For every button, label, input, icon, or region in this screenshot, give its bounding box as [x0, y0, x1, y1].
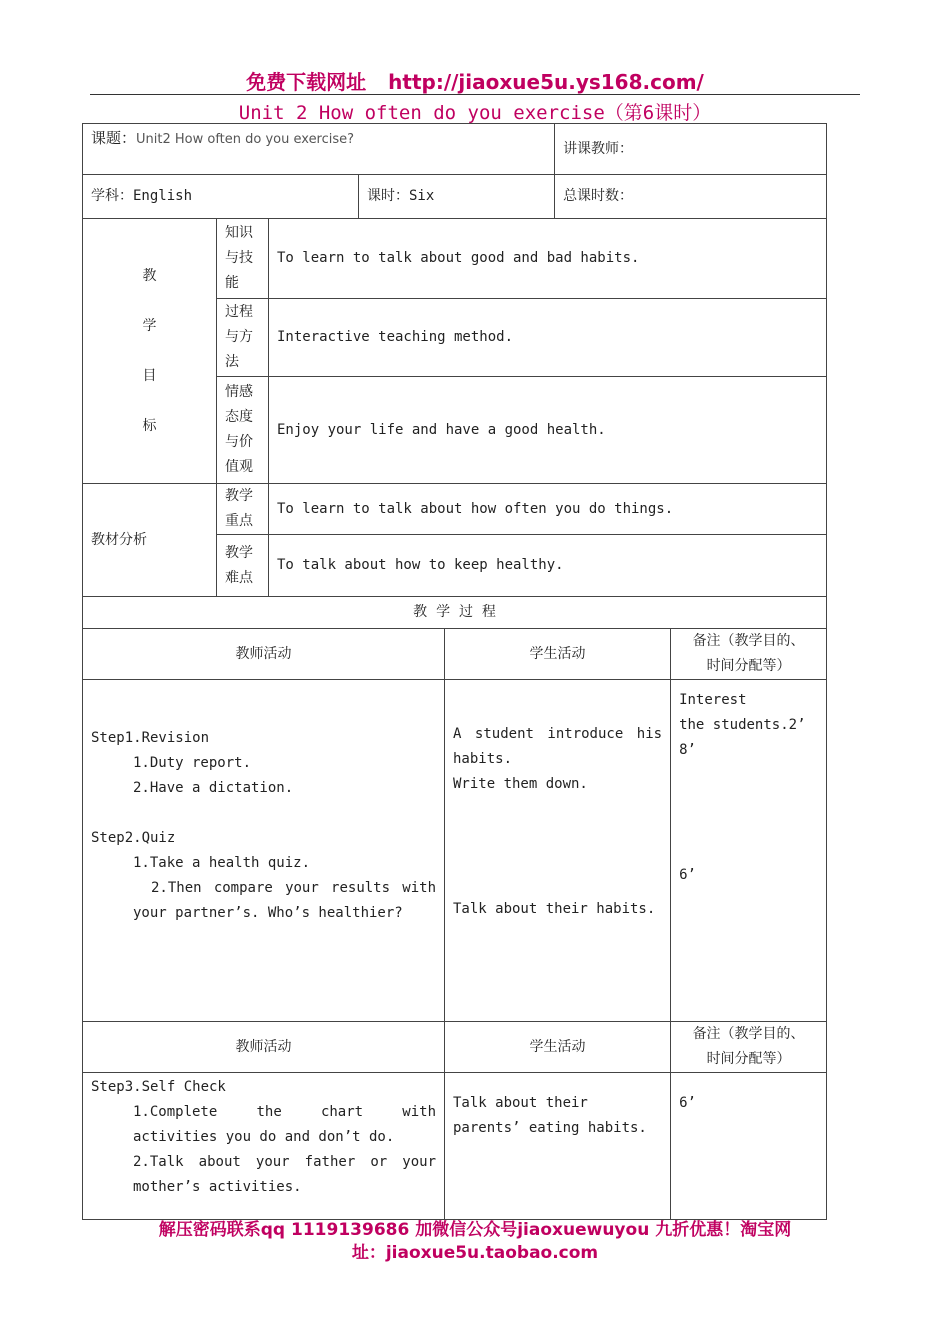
label-line: 与价 [225, 434, 253, 450]
student-line: habits. [453, 751, 513, 767]
student-activity-2 [445, 1073, 671, 1220]
objective-label-emotion [217, 377, 269, 484]
col-notes [671, 1022, 827, 1073]
step-item: your partner’s. Who’s healthier? [133, 905, 403, 921]
step-item: 2.Talk about your father or your [133, 1154, 436, 1170]
col-teacher-activity: 教师活动 [83, 1022, 445, 1073]
objective-text-knowledge: To learn to talk about good and bad habits. [269, 219, 827, 299]
student-line: Talk about their [453, 1095, 588, 1111]
note-line: the students.2’ [679, 717, 806, 733]
process-block-2 [83, 1073, 827, 1220]
label-line: 教学 [225, 544, 253, 561]
student-line: Write them down. [453, 776, 588, 792]
col-student-activity: 学生活动 [445, 629, 671, 680]
process-title-row [83, 597, 827, 629]
objectives-label-char: 标 [142, 418, 157, 434]
analysis-label-key [217, 484, 269, 535]
footer-line-1: 解压密码联系qq 1119139686 加微信公众号jiaoxuewuyou 九折优惠！淘宝网 [158, 1220, 792, 1240]
col-notes [671, 629, 827, 680]
spacer [679, 763, 818, 863]
objective-row-knowledge [83, 219, 827, 299]
period-cell [359, 175, 555, 219]
step-heading: Step1.Revision [91, 730, 210, 746]
label-line: 情感 [225, 384, 253, 400]
site-label: 免费下载网址 [246, 70, 367, 94]
topic-label: 课题： [91, 129, 137, 147]
step-heading: Step2.Quiz [91, 830, 176, 846]
teacher-label: 讲课教师： [563, 140, 634, 157]
note-line: 6’ [679, 867, 696, 883]
period-label: 课时： [367, 188, 409, 204]
objectives-label-char: 教 [142, 268, 157, 284]
notes-1 [671, 680, 827, 1022]
note-line: 6’ [679, 1095, 696, 1111]
col-teacher-activity: 教师活动 [83, 629, 445, 680]
total-label: 总课时数： [563, 188, 634, 204]
period-value: Six [409, 188, 435, 204]
objective-label-process [217, 299, 269, 377]
subject-label: 学科： [91, 188, 133, 204]
col-student-activity: 学生活动 [445, 1022, 671, 1073]
header-rule [90, 94, 860, 95]
analysis-row-key [83, 484, 827, 535]
label-line: 教学 [225, 488, 253, 504]
objective-label-knowledge [217, 219, 269, 299]
subject-cell [83, 175, 359, 219]
label-line: 法 [225, 354, 239, 370]
note-line: 8’ [679, 742, 696, 758]
topic-value: Unit2 How often do you exercise? [136, 132, 355, 147]
label-line: 知识 [225, 225, 253, 241]
topic-row [83, 124, 827, 175]
label-line: 值观 [225, 459, 253, 475]
note-header-line: 时间分配等） [706, 658, 791, 674]
spacer [91, 801, 436, 826]
process-header-row-2 [83, 1022, 827, 1073]
footer-notice [90, 1219, 860, 1265]
total-cell [555, 175, 827, 219]
step-item: 1.Take a health quiz. [133, 855, 311, 871]
step-item: 2.Then compare your results with [151, 880, 436, 896]
step-item: 2.Have a dictation. [133, 780, 294, 796]
process-header-row-1 [83, 629, 827, 680]
student-line: parents’ eating habits. [453, 1120, 647, 1136]
lesson-plan-table [82, 123, 827, 1220]
objectives-label-char: 目 [142, 368, 157, 384]
site-url-link[interactable]: http://jiaoxue5u.ys168.com/ [388, 70, 704, 94]
objectives-label [83, 219, 217, 484]
note-line: Interest [679, 692, 747, 708]
student-line: Talk about their habits. [453, 901, 656, 917]
topic-cell [83, 124, 555, 175]
analysis-label-difficulty [217, 535, 269, 597]
label-line: 与方 [225, 329, 253, 345]
label-line: 重点 [225, 513, 253, 529]
step-item: activities you do and don’t do. [133, 1129, 395, 1145]
analysis-text-key: To learn to talk about how often you do things. [269, 484, 827, 535]
footer-line-2[interactable]: 址：jiaoxue5u.taobao.com [351, 1243, 599, 1263]
site-header [0, 66, 950, 95]
process-block-1 [83, 680, 827, 1022]
objective-text-emotion: Enjoy your life and have a good health. [269, 377, 827, 484]
note-header-line: 时间分配等） [706, 1051, 791, 1067]
label-line: 能 [225, 275, 239, 291]
label-line: 与技 [225, 250, 253, 266]
notes-2 [671, 1073, 827, 1220]
process-title: 教 学 过 程 [83, 597, 827, 629]
step-item: 1.Duty report. [133, 755, 252, 771]
spacer [453, 797, 662, 897]
subject-value: English [133, 188, 193, 204]
analysis-text-difficulty: To talk about how to keep healthy. [269, 535, 827, 597]
note-header-line: 备注（教学目的、 [692, 633, 805, 649]
label-line: 难点 [225, 569, 253, 586]
student-line: A student introduce his [453, 726, 663, 742]
doc-title: Unit 2 How often do you exercise（第6课时） [238, 102, 712, 124]
subject-row [83, 175, 827, 219]
teacher-cell [555, 124, 827, 175]
step-item: mother’s activities. [133, 1179, 302, 1195]
teacher-activity-1 [83, 680, 445, 1022]
step-heading: Step3.Self Check [91, 1079, 226, 1095]
objectives-label-char: 学 [142, 318, 157, 334]
analysis-label: 教材分析 [83, 484, 217, 597]
student-activity-1 [445, 680, 671, 1022]
teacher-activity-2 [83, 1073, 445, 1220]
label-line: 过程 [225, 304, 253, 320]
note-header-line: 备注（教学目的、 [692, 1026, 805, 1042]
step-item: 1.Complete the chart with [133, 1104, 436, 1120]
objective-text-process: Interactive teaching method. [269, 299, 827, 377]
label-line: 态度 [225, 409, 253, 425]
